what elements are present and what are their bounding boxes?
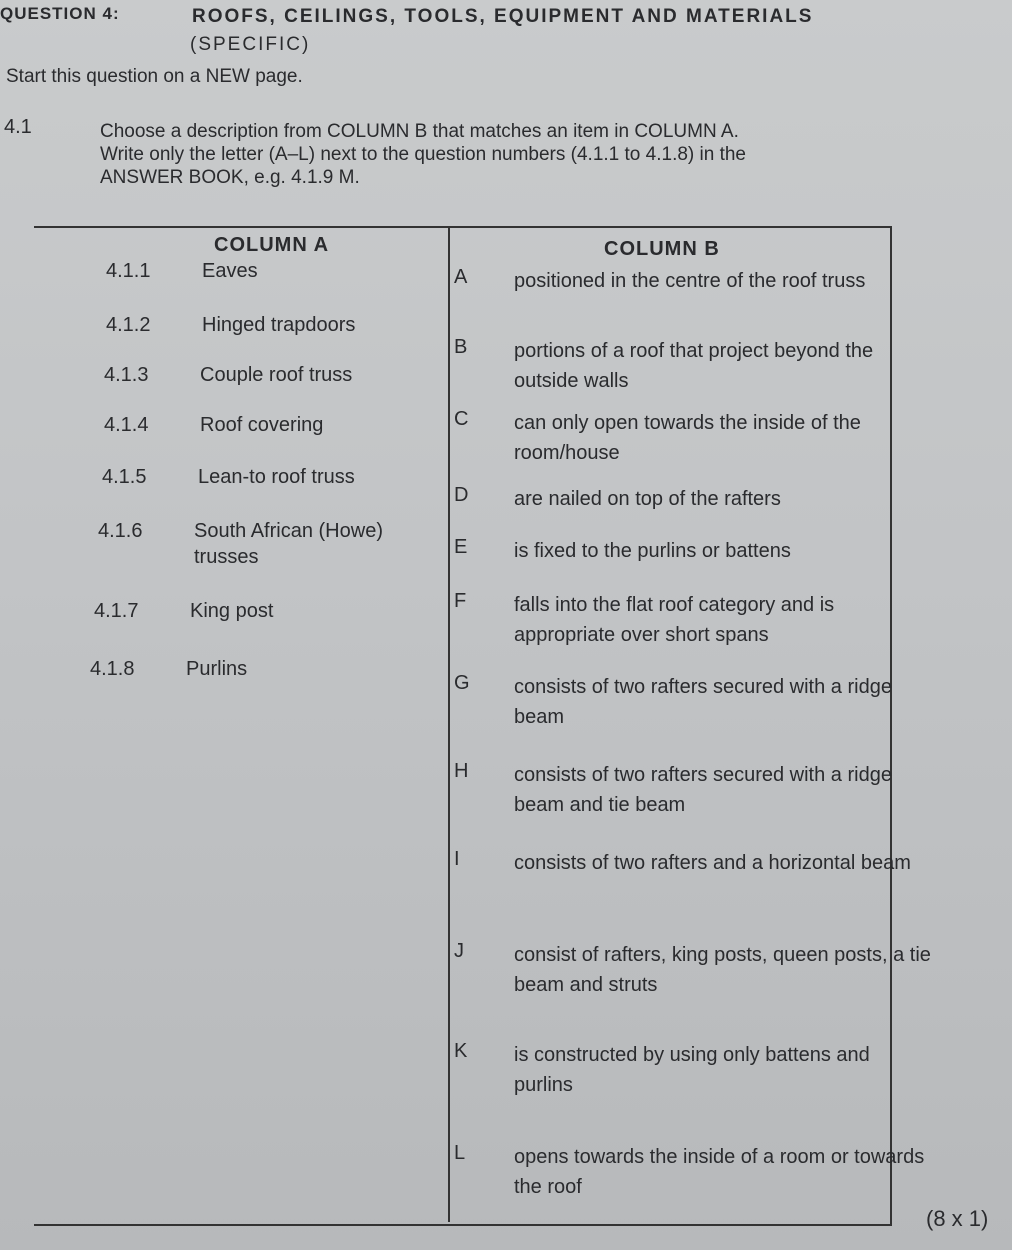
item-number: 4.1.4 [104, 414, 149, 436]
option-letter: B [454, 336, 468, 358]
item-text: Eaves [202, 260, 258, 282]
option-text: consist of rafters, king posts, queen posts, a tie beam and struts [514, 944, 931, 996]
question-line: Write only the letter (A–L) next to the question numbers (4.1.1 to 4.1.8) in the [100, 144, 746, 165]
option-text: consists of two rafters secured with a ridge beam [514, 676, 892, 728]
option-text: is fixed to the purlins or battens [514, 540, 791, 562]
item-number: 4.1.2 [106, 314, 151, 336]
item-text-continued: trusses [194, 546, 259, 568]
option-letter: G [454, 672, 470, 694]
question-line: Choose a description from COLUMN B that matches an item in COLUMN A. [100, 121, 739, 142]
item-text: South African (Howe) [194, 520, 383, 542]
item-number: 4.1.1 [106, 260, 151, 282]
item-text: Couple roof truss [200, 364, 353, 386]
option-text: consists of two rafters secured with a ridge beam and tie beam [514, 764, 892, 816]
question-line: ANSWER BOOK, e.g. 4.1.9 M. [100, 167, 360, 188]
item-number: 4.1.7 [94, 600, 139, 622]
option-letter: E [454, 536, 468, 558]
column-a-header: COLUMN A [214, 234, 330, 256]
instruction-text: Start this question on a NEW page. [6, 66, 303, 87]
column-b-header: COLUMN B [604, 238, 720, 260]
column-divider [448, 228, 450, 1222]
item-text: King post [190, 600, 274, 622]
question-subtitle: (SPECIFIC) [190, 34, 311, 55]
item-number: 4.1.8 [90, 658, 135, 680]
question-label: QUESTION 4: [0, 4, 120, 23]
option-text: can only open towards the inside of the room/house [514, 412, 861, 464]
option-letter: D [454, 484, 469, 506]
option-text: consists of two rafters and a horizontal beam [514, 852, 911, 874]
item-number: 4.1.3 [104, 364, 149, 386]
option-letter: A [454, 266, 468, 288]
option-text: opens towards the inside of a room or towards the roof [514, 1146, 925, 1198]
option-letter: C [454, 408, 469, 430]
option-letter: L [454, 1142, 466, 1164]
item-number: 4.1.6 [98, 520, 143, 542]
marks-allocation: (8 x 1) [926, 1206, 989, 1231]
matching-table [34, 226, 931, 1226]
item-text: Purlins [186, 658, 248, 680]
question-number: 4.1 [4, 116, 32, 138]
option-text: portions of a roof that project beyond the outside walls [514, 340, 874, 392]
item-text: Lean-to roof truss [198, 466, 355, 488]
question-title: ROOFS, CEILINGS, TOOLS, EQUIPMENT AND MATERIALS [192, 6, 814, 27]
option-text: falls into the flat roof category and is appropriate over short spans [514, 594, 835, 646]
option-letter: I [454, 848, 460, 870]
option-letter: J [454, 940, 464, 962]
option-text: is constructed by using only battens and purlins [514, 1044, 870, 1096]
item-text: Roof covering [200, 414, 324, 436]
option-letter: K [454, 1040, 468, 1062]
option-letter: F [454, 590, 467, 612]
option-letter: H [454, 760, 469, 782]
item-text: Hinged trapdoors [202, 314, 356, 336]
question-text [100, 120, 890, 189]
option-text: positioned in the centre of the roof truss [514, 270, 866, 292]
option-text: are nailed on top of the rafters [514, 488, 781, 510]
item-number: 4.1.5 [102, 466, 147, 488]
